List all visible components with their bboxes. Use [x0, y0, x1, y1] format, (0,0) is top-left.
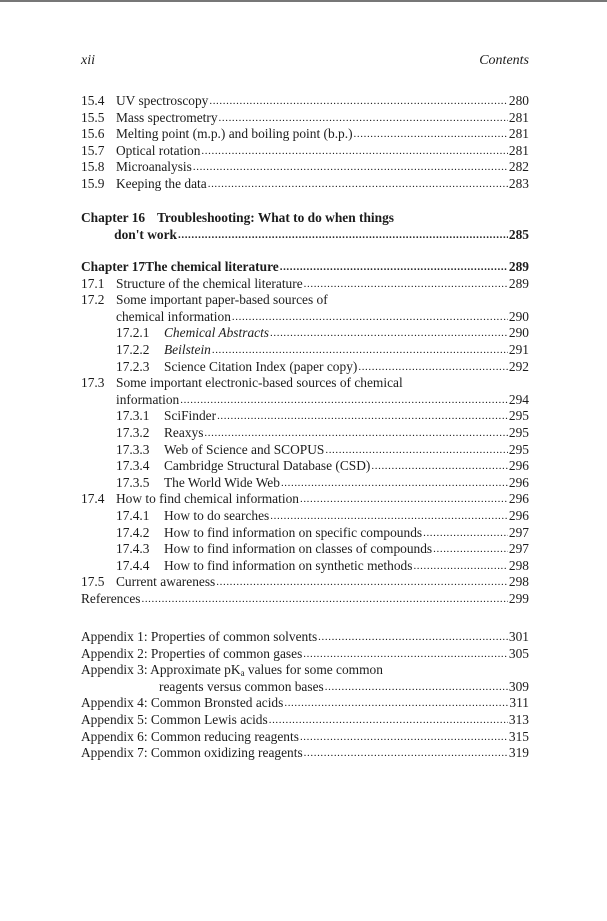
toc-entry-17-4-1: 17.4.1 How to do searches ..... 296 [81, 508, 529, 525]
toc-appendix-5: Appendix 5: Common Lewis acids ..... 313 [81, 712, 529, 729]
toc-entry-17-2-2: 17.2.2 Beilstein ..... 291 [81, 342, 529, 359]
toc-entry-15-6: 15.6 Melting point (m.p.) and boiling point (b.p.) ..... 281 [81, 126, 529, 143]
chapter16-heading-cont: don't work ..... 285 [81, 227, 529, 244]
leader-dots [217, 407, 508, 425]
toc-entry-15-7: 15.7 Optical rotation ..... 281 [81, 143, 529, 160]
leader-dots [201, 142, 507, 160]
chapter-label: Chapter 16 [81, 210, 146, 225]
leader-dots [281, 474, 508, 492]
leader-dots [303, 645, 508, 663]
leader-dots [204, 424, 507, 442]
leader-dots [178, 226, 508, 244]
toc-entry-17-3-1: 17.3.1 SciFinder ..... 295 [81, 408, 529, 425]
chapter-title: The chemical literature [145, 259, 279, 274]
toc-appendix-3: Appendix 3: Approximate $pK_a$ values for some common [81, 662, 383, 679]
toc-entry-17-3-cont: information ..... 294 [81, 392, 529, 409]
leader-dots [300, 728, 508, 746]
leader-dots [232, 308, 508, 326]
leader-dots [318, 628, 508, 646]
toc-entry-15-5: 15.5 Mass spectrometry ..... 281 [81, 110, 529, 127]
running-title: Contents [479, 53, 529, 68]
chapter17-heading: Chapter 17 The chemical literature ..... 289 [81, 259, 529, 276]
toc-entry-15-4: 15.4 UV spectroscopy ..... 280 [81, 93, 529, 110]
toc-entry-17-1: 17.1 Structure of the chemical literature ..... 289 [81, 276, 529, 293]
leader-dots [354, 125, 508, 143]
toc-chapter17 [81, 259, 529, 607]
leader-dots [141, 590, 507, 608]
chapter-title: Troubleshooting: What to do when things [157, 210, 394, 225]
leader-dots [212, 341, 508, 359]
toc-entry-17-2-1: 17.2.1 Chemical Abstracts ..... 290 [81, 325, 529, 342]
toc-chapter15-tail [81, 93, 529, 193]
leader-dots [208, 175, 508, 193]
leader-dots [413, 557, 507, 575]
toc-entry-17-4-3: 17.4.3 How to find information on classes of compounds ..... 297 [81, 541, 529, 558]
toc-appendix-7: Appendix 7: Common oxidizing reagents ..... 319 [81, 745, 529, 762]
leader-dots [371, 457, 508, 475]
leader-dots [304, 744, 508, 762]
leader-dots [284, 694, 508, 712]
leader-dots [358, 358, 508, 376]
toc-entry-17-4: 17.4 How to find chemical information ..... 296 [81, 491, 529, 508]
leader-dots [193, 158, 508, 176]
leader-dots [300, 490, 508, 508]
toc-entry-17-2: 17.2 Some important paper-based sources of [81, 292, 328, 308]
leader-dots [304, 275, 508, 293]
toc-appendix-4: Appendix 4: Common Bronsted acids ..... 311 [81, 695, 529, 712]
toc-appendix-6: Appendix 6: Common reducing reagents ..... 315 [81, 729, 529, 746]
toc-entry-17-3: 17.3 Some important electronic-based sources of chemical [81, 375, 403, 391]
leader-dots [325, 678, 508, 696]
toc-entry-references: References ..... 299 [81, 591, 529, 608]
toc-appendices [81, 629, 529, 762]
leader-dots [180, 391, 508, 409]
toc-appendix-1: Appendix 1: Properties of common solvents ..... 301 [81, 629, 529, 646]
toc-entry-17-4-4: 17.4.4 How to find information on synthetic methods ..... 298 [81, 558, 529, 575]
leader-dots [433, 540, 508, 558]
toc-entry-17-3-4: 17.3.4 Cambridge Structural Database (CSD) ..... 296 [81, 458, 529, 475]
toc-entry-17-4-2: 17.4.2 How to find information on specific compounds ..... 297 [81, 525, 529, 542]
toc-entry-17-5: 17.5 Current awareness ..... 298 [81, 574, 529, 591]
leader-dots [423, 524, 508, 542]
toc-entry-15-8: 15.8 Microanalysis ..... 282 [81, 159, 529, 176]
toc-appendix-2: Appendix 2: Properties of common gases ..... 305 [81, 646, 529, 663]
toc-entry-17-3-3: 17.3.3 Web of Science and SCOPUS ..... 295 [81, 442, 529, 459]
subscript-a: a [240, 668, 245, 679]
page-number: xii [81, 53, 95, 68]
chapter-label: Chapter 17 [81, 259, 146, 274]
leader-dots [280, 258, 508, 276]
toc-entry-17-3-5: 17.3.5 The World Wide Web ..... 296 [81, 475, 529, 492]
toc-chapter16 [81, 210, 529, 243]
leader-dots [219, 109, 508, 127]
leader-dots [325, 441, 508, 459]
toc-entry-17-3-2: 17.3.2 Reaxys ..... 295 [81, 425, 529, 442]
toc-entry-17-2-cont: chemical information ..... 290 [81, 309, 529, 326]
chapter16-heading [81, 210, 529, 227]
leader-dots [209, 92, 508, 110]
toc-entry-17-2-3: 17.2.3 Science Citation Index (paper copy) ..... 292 [81, 359, 529, 376]
leader-dots [270, 507, 508, 525]
leader-dots [270, 324, 508, 342]
leader-dots [269, 711, 508, 729]
toc-entry-15-9: 15.9 Keeping the data ..... 283 [81, 176, 529, 193]
toc-appendix-3-cont: reagents versus common bases ..... 309 [81, 679, 529, 696]
leader-dots [216, 573, 508, 591]
